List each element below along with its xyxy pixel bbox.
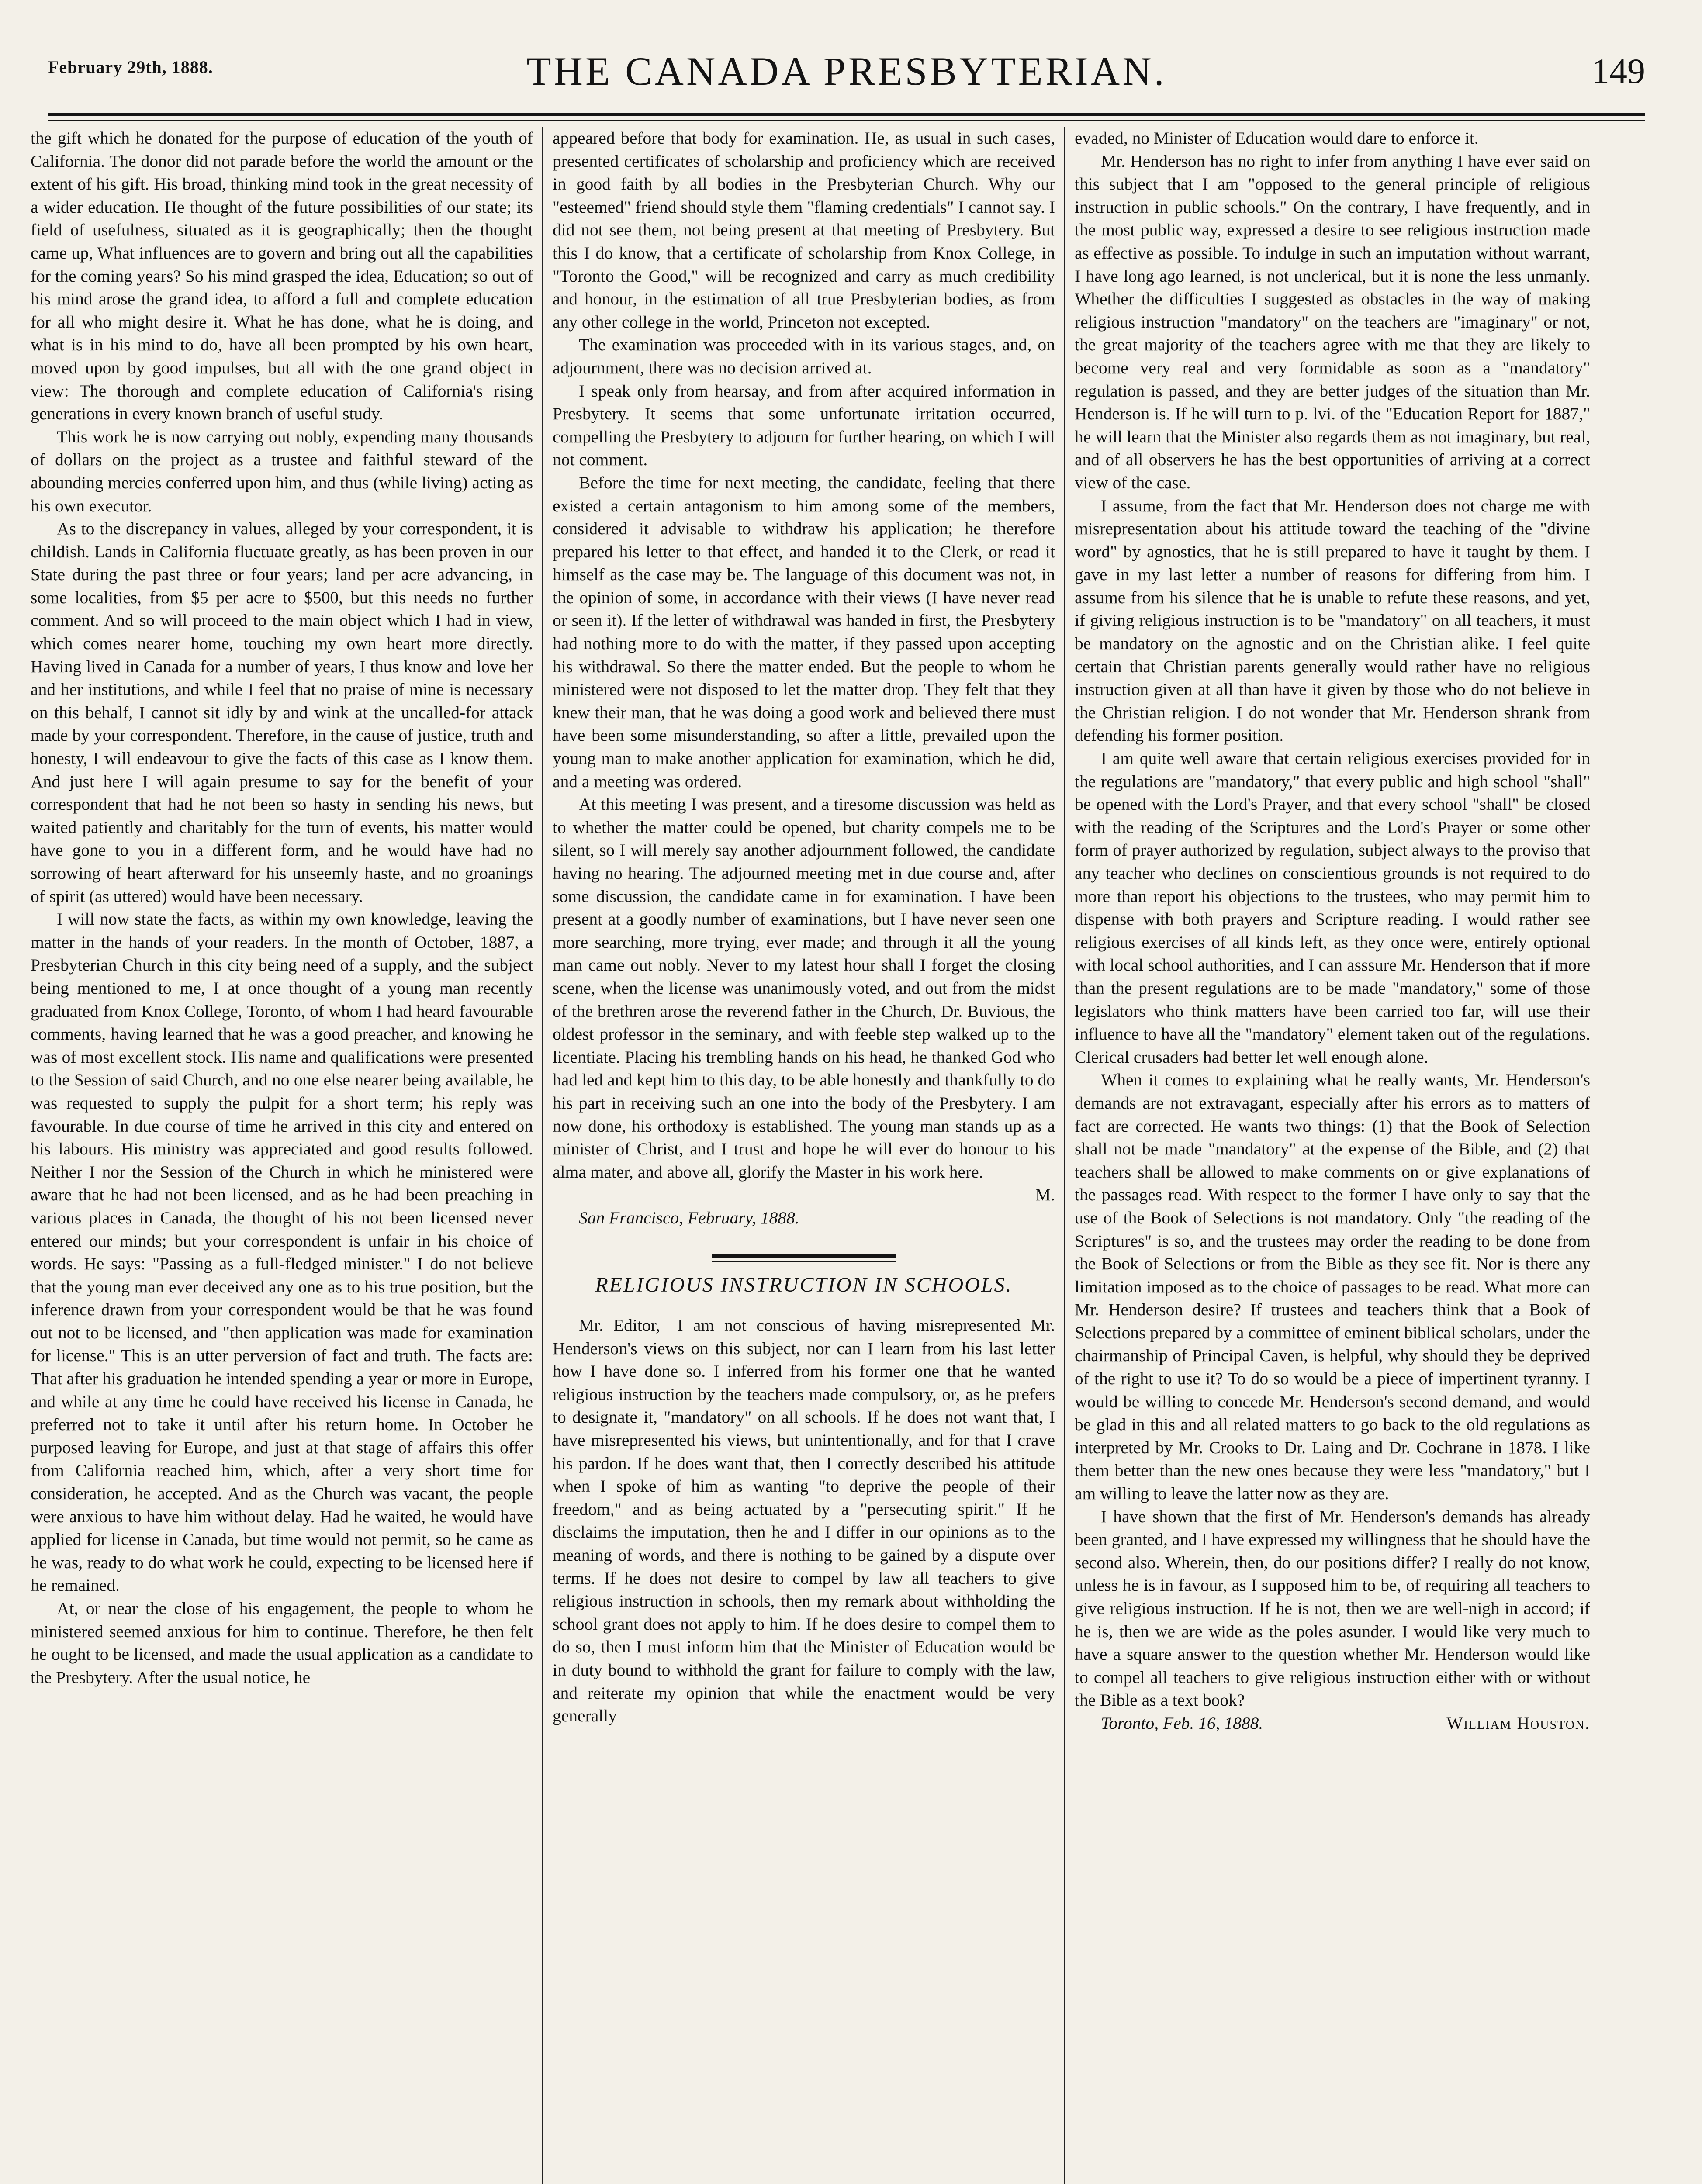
paragraph: Mr. Henderson has no right to infer from anything I have ever said on this subject that I am "opposed to the general principle of religious instruction in public schools." On the contrary, I have frequently, and in the most public way, expressed a desire to see religious instruction made as effective as possible. To indulge in such an imputation without warrant, I have long ago learned, is not unclerical, but it is none the less unmanly. Whether the difficulties I suggested as obstacles in the way of making religious instruction "mandatory" on the teachers are "imaginary" or not, the great majority of the teachers agree with me that they are likely to become very real and very formidable as soon as a "mandatory" regulation is passed, and they are better judges of the situation than Mr. Henderson is. If he will turn to p. lvi. of the "Education Report for 1887," he will learn that the Minister also regards them as not imaginary, but real, and of all observers he has the best opportunities of arriving at a correct view of the case. — [1075, 151, 1590, 492]
masthead-title: THE CANADA PRESBYTERIAN. — [526, 49, 1167, 93]
column-1 — [31, 127, 533, 2184]
column-3 — [1075, 127, 1590, 2184]
page-number: 149 — [1591, 51, 1645, 91]
header-rule-thick — [48, 113, 1645, 116]
paragraph: As to the discrepancy in values, alleged by your correspondent, it is childish. Lands in California fluctuate greatly, as has been proven in our State during the past three or four years; land per acre advancing, in some localities, from $5 per acre to $500, but this needs no further comment. And so will proceed to the main object which I had in view, which comes nearer home, touching my own heart more directly. Having lived in Canada for a number of years, I thus know and love her and her institutions, and while I feel that no praise of mine is necessary on this behalf, I cannot sit idly by and wink at the uncalled-for attack made by your correspondent. Therefore, in the cause of justice, truth and honesty, I will endeavour to give the facts of this case as I know them. And just here I will again presume to say for the benefit of your correspondent that had he not been so hasty in sending his news, but waited patiently and charitably for the turn of events, his matter would have gone to you in a different form, and he would have had no sorrowing of heart afterward for his unseemly haste, and no groanings of spirit (as uttered) would have been necessary. — [31, 519, 533, 906]
paragraph: I have shown that the first of Mr. Henderson's demands has already been granted, and I have expressed my willingness that he should have the second also. Wherein, then, do our positions differ? I really do not know, unless he is in favour, as I supposed him to be, of requiring all teachers to give religious instruction. If he is not, then we are well-nigh in accord; if he is, then we are wide as the poles asunder. I would like very much to have a square answer to the question whether Mr. Henderson would like to compel all teachers to give religious instruction either with or without the Bible as a text book? — [1075, 1507, 1590, 1710]
paragraph: evaded, no Minister of Education would dare to enforce it. — [1075, 128, 1479, 148]
paragraph: The examination was proceeded with in its various stages, and, on adjournment, there was no decision arrived at. — [553, 335, 1055, 377]
letter-dateline: San Francisco, February, 1888. — [579, 1208, 799, 1227]
paragraph: Mr. Editor,—I am not conscious of having misrepresented Mr. Henderson's views on this subject, nor can I learn from his last letter how I have done so. I inferred from his former one that he wanted religious instruction by the teachers made compulsory, or, as he prefers to designate it, "mandatory" on all schools. If he does not want that, I have misrepresented his views, but unintentionally, and for that I crave his pardon. If he does want that, then I correctly described his attitude when I spoke of him as wanting "to deprive the people of their freedom," and as being actuated by a "persecuting spirit." If he disclaims the imputation, then he and I differ in our opinions as to the meaning of words, and there is nothing to be gained by a dispute over terms. If he does not desire to compel by law all teachers to give religious instruction in schools, then my remark about withholding the school grant does not apply to him. If he does desire to compel them to do so, then I must inform him that the Minister of Education would be in duty bound to withhold the grant for failure to comply with the law, and reiterate my opinion that while the enactment would be very generally — [553, 1316, 1055, 1726]
paragraph: At this meeting I was present, and a tiresome discussion was held as to whether the matter could be opened, but charity compels me to be silent, so I will merely say another adjournment followed, the candidate having no hearing. The adjourned meeting met in due course and, after some discussion, the candidate came in for examination. I have been present at a goodly number of examinations, but I have never seen one more searching, more trying, ever made; and through it all the young man came out nobly. Never to my latest hour shall I forget the closing scene, when the license was unanimously voted, and out from the midst of the brethren arose the reverend father in the Church, Dr. Buvious, the oldest professor in the seminary, and with feeble step walked up to the licentiate. Placing his trembling hands on his head, he thanked God who had led and kept him to this day, to be able honestly and thankfully to do his part in receiving such an one into the body of the Presbytery. I am now done, his orthodoxy is established. The young man stands up as a minister of Christ, and I trust and hope he will ever do honour to his alma mater, and above all, glorify the Master in his work here. — [553, 795, 1055, 1182]
paragraph: appeared before that body for examination. He, as usual in such cases, presented certificates of scholarship and proficiency which are received in good faith by all bodies in the Presbyterian Church. Why our "esteemed" friend should style them "flaming credentials" I cannot say. I did not see them, not being present at that meeting of Presbytery. But this I do know, that a certificate of scholarship from Knox College, in "Toronto the Good," will be recognized and carry as much credibility and honour, in the estimation of all true Presbyterian bodies, as from any other college in the world, Princeton not excepted. — [553, 128, 1055, 332]
paragraph: I assume, from the fact that Mr. Henderson does not charge me with misrepresentation about his attitude toward the teaching of the "divine word" by agnostics, that he is still prepared to have it taught by them. I gave in my last letter a number of reasons for differing from him. I assume from his silence that he is unable to refute these reasons, and yet, if giving religious instruction is to be "mandatory" on all teachers, it must be mandatory on the agnostic and on the Christian alike. I feel quite certain that Christian parents generally would rather have no religious instruction given at all than have it given by those who do not believe in the Christian religion. I do not wonder that Mr. Henderson shrank from defending his former position. — [1075, 496, 1590, 745]
letter-signature: M. — [1035, 1185, 1055, 1205]
page-header — [48, 48, 1645, 109]
paragraph: When it comes to explaining what he really wants, Mr. Henderson's demands are not extravagant, especially after his errors as to matters of fact are corrected. He wants two things: (1) that the Book of Selection shall not be made "mandatory" at the expense of the Bible, and (2) that teachers shall be allowed to make comments on or give explanations of the passages read. With respect to the former I have only to say that the use of the Book of Selections is not mandatory. Only "the reading of the Scriptures" is so, and the trustees may order the reading to be done from the Book of Selections or from the Bible as they see fit. Nor is there any limitation imposed as to the choice of passages to be read. What more can Mr. Henderson desire? If trustees and teachers think that a Book of Selections prepared by a committee of eminent biblical scholars, under the chairmanship of Principal Caven, is helpful, why should they be deprived of the right to use it? To do so would be a piece of impertinent tyranny. I would be willing to concede Mr. Henderson's second demand, and would be glad in this and all related matters to go back to the old regulations as interpreted by Mr. Crooks to Dr. Laing and Dr. Cochrane in 1878. I like them better than the new ones because they were less "mandatory," but I am willing to leave the latter now as they are. — [1075, 1070, 1590, 1503]
paragraph: Before the time for next meeting, the candidate, feeling that there existed a certain antagonism to him among some of the members, considered it advisable to withdraw his application; he therefore prepared his letter to that effect, and handed it to the Clerk, or read it himself as the case may be. The language of this document was not, in the opinion of some, in accordance with their views (I have never read or seen it). If the letter of withdrawal was handed in first, the Presbytery had nothing more to do with the matter, if they passed upon accepting his withdrawal. So there the matter ended. But the people to whom he ministered were not disposed to let the matter drop. They felt that they knew their man, that he was doing a good work and believed there must have been some misunderstanding, so after a little, prevailed upon the young man to make another application for examination, which he did, and a meeting was ordered. — [553, 473, 1055, 791]
paragraph: At, or near the close of his engagement, the people to whom he ministered seemed anxious for him to continue. Therefore, he then felt he ought to be licensed, and made the usual application as a candidate to the Presbytery. After the usual notice, he — [31, 1599, 533, 1687]
signoff-name: William Houston. — [1446, 1713, 1590, 1733]
column-divider — [1064, 127, 1065, 2184]
header-rule-thin — [48, 120, 1645, 121]
section-divider — [712, 1254, 896, 1262]
issue-date: February 29th, 1888. — [48, 57, 213, 77]
paragraph: I speak only from hearsay, and from after acquired information in Presbytery. It seems that some unfortunate irritation occurred, compelling the Presbytery to adjourn for further hearing, on which I will not comment. — [553, 381, 1055, 470]
paragraph: I will now state the facts, as within my own knowledge, leaving the matter in the hands of your readers. In the month of October, 1887, a Presbyterian Church in this city being need of a supply, and the subject being mentioned to me, I at once thought of a young man recently graduated from Knox College, Toronto, of whom I had heard favourable comments, having learned that he was a good preacher, and knowing he was of most excellent stock. His name and qualifications were presented to the Session of said Church, and no one else nearer being available, he was requested to supply the pulpit for a short term; his reply was favourable. In due course of time he arrived in this city and entered on his labours. His ministry was appreciated and good results followed. Neither I nor the Session of the Church in which he ministered were aware that he had not been licensed, and as he had been preaching in various places in Canada, the thought of his not been licensed never entered our minds; but your correspondent is unfair in his choice of words. He says: "Passing as a full-fledged minister." I do not believe that the young man ever deceived any one as to his true position, but the inference drawn from your correspondent would be that he was found out not to be licensed, and "then application was made for examination for license." This is an utter perversion of fact and truth. The facts are: That after his graduation he intended spending a year or more in Europe, and while at any time he could have received his license in Canada, he preferred not to take it until after his return home. In October he purposed leaving for Europe, and just at that stage of affairs this offer from California reached him, which, after a very short time for consideration, he accepted. And as the Church was vacant, the people were anxious to have him without delay. Had he waited, he would have applied for license in Canada, but time would not permit, so he came as he was, ready to do what work he could, expecting to be licensed here if he remained. — [31, 909, 533, 1595]
signoff-date: Toronto, Feb. 16, 1888. — [1101, 1713, 1263, 1733]
paragraph: This work he is now carrying out nobly, expending many thousands of dollars on the project as a trustee and faithful steward of the abounding mercies conferred upon him, and thus (while living) acting as his own executor. — [31, 427, 533, 515]
paragraph: the gift which he donated for the purpose of education of the youth of California. The donor did not parade before the world the amount or the extent of his gift. His broad, thinking mind took in the great necessity of a wider education. He thought of the future possibilities of our state; its field of usefulness, situated as it is geographically; then the thought came up, What influences are to govern and bring out all the capabilities for the coming years? So his mind grasped the idea, Education; so out of his mind arose the grand idea, to afford a full and complete education for all who might desire it. What he has done, what he is doing, and what is in his mind to do, have all been prompted by his own heart, moved upon by good impulses, but all with the one grand object in view: The thorough and complete education of California's rising generations in every known branch of useful study. — [31, 128, 533, 424]
article-heading: RELIGIOUS INSTRUCTION IN SCHOOLS. — [595, 1273, 1013, 1296]
column-divider — [542, 127, 543, 2184]
paragraph: I am quite well aware that certain religious exercises provided for in the regulations are "mandatory," that every public and high school "shall" be opened with the Lord's Prayer, and that every school "shall" be closed with the reading of the Scriptures and the Lord's Prayer or some other form of prayer authorized by regulation, subject always to the proviso that any teacher who declines on conscientious grounds is not required to do more than report his objections to the trustees, who may permit him to dispense with both prayers and Scripture reading. I would rather see religious exercises of all kinds left, as they once were, entirely optional with local school authorities, and I can asssure Mr. Henderson that if more than the present regulations are to be made "mandatory," some of those legislators who think matters have been carried too far, will use their influence to have all the "mandatory" element taken out of the regulations. Clerical crusaders had better let well enough alone. — [1075, 749, 1590, 1067]
letter-signoff — [1075, 1712, 1590, 1735]
column-2 — [553, 127, 1055, 2184]
